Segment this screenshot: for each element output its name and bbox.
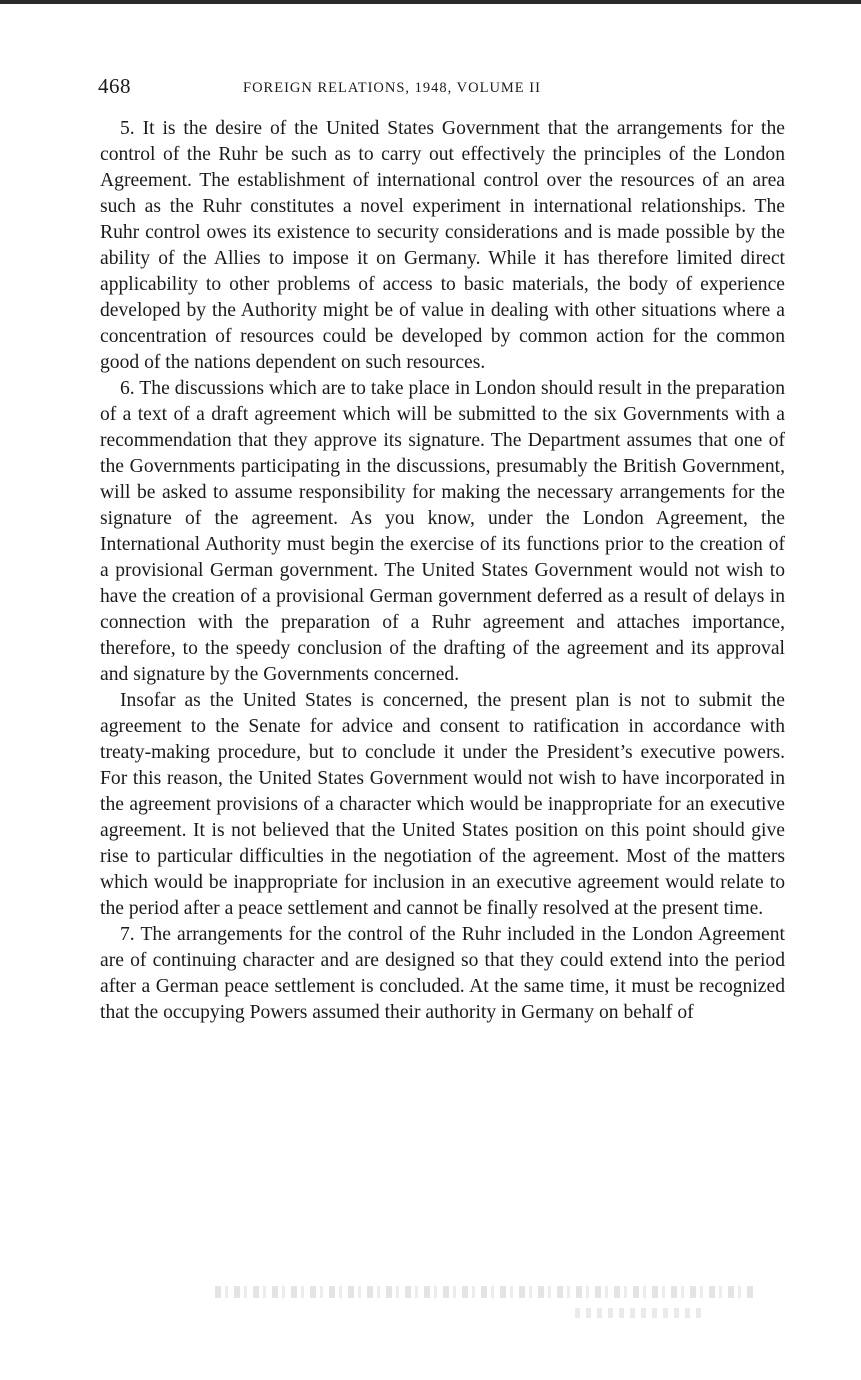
page-number: 468: [98, 74, 131, 98]
bleed-through-noise: [215, 1286, 765, 1326]
paragraph-insofar: Insofar as the United States is concerned, the present plan is not to submit the agreement to the Senate for advice and consent to ratification in accordance with treaty-making procedure, but to conclude it under the President’s executive powers. For this reason, the United States Government would not wish to have incorporated in the agreement provisions of a character which would be inappropriate for an executive agreement. It is not believed that the United States position on this point should give rise to particular difficulties in the negotiation of the agreement. Most of the matters which would be inappropriate for inclusion in an executive agreement would relate to the period after a peace settlement and cannot be finally resolved at the present time.: [100, 690, 785, 919]
document-page: [100, 74, 785, 1026]
bleed-through-line: [575, 1308, 705, 1318]
body-text: [100, 116, 785, 1026]
paragraph-7: 7. The arrangements for the control of the Ruhr included in the London Agreement are of continuing character and are designed so that they could extend into the period after a German peace settlement is concluded. At the same time, it must be recognized that the occupying Powers assumed their authority in Germany on behalf of: [100, 924, 785, 1023]
paragraph-5: 5. It is the desire of the United States Government that the arrangements for the control of the Ruhr be such as to carry out effectively the principles of the London Agreement. The establishment of international control over the resources of an area such as the Ruhr constitutes a novel experiment in international relationships. The Ruhr control owes its existence to security considerations and is made possible by the ability of the Allies to impose it on Germany. While it has therefore limited direct applicability to other problems of access to basic materials, the body of experience developed by the Authority might be of value in dealing with other situations where a concentration of resources could be developed by common action for the common good of the nations dependent on such resources.: [100, 118, 785, 373]
paragraph-6: 6. The discussions which are to take place in London should result in the preparation of a text of a draft agreement which will be submitted to the six Governments with a recommendation that they approve its signature. The Department assumes that one of the Governments participating in the discussions, presumably the British Government, will be asked to assume responsibility for making the necessary arrangements for the signature of the agreement. As you know, under the London Agreement, the International Authority must begin the exercise of its functions prior to the creation of a provisional German government. The United States Government would not wish to have the creation of a provisional German government deferred as a result of delays in connection with the preparation of a Ruhr agreement and attaches importance, therefore, to the speedy conclusion of the drafting of the agreement and its approval and signature by the Governments concerned.: [100, 378, 785, 685]
running-title: FOREIGN RELATIONS, 1948, VOLUME II: [243, 80, 541, 96]
page-top-edge: [0, 0, 861, 4]
bleed-through-line: [215, 1286, 755, 1298]
running-head: [100, 74, 785, 102]
